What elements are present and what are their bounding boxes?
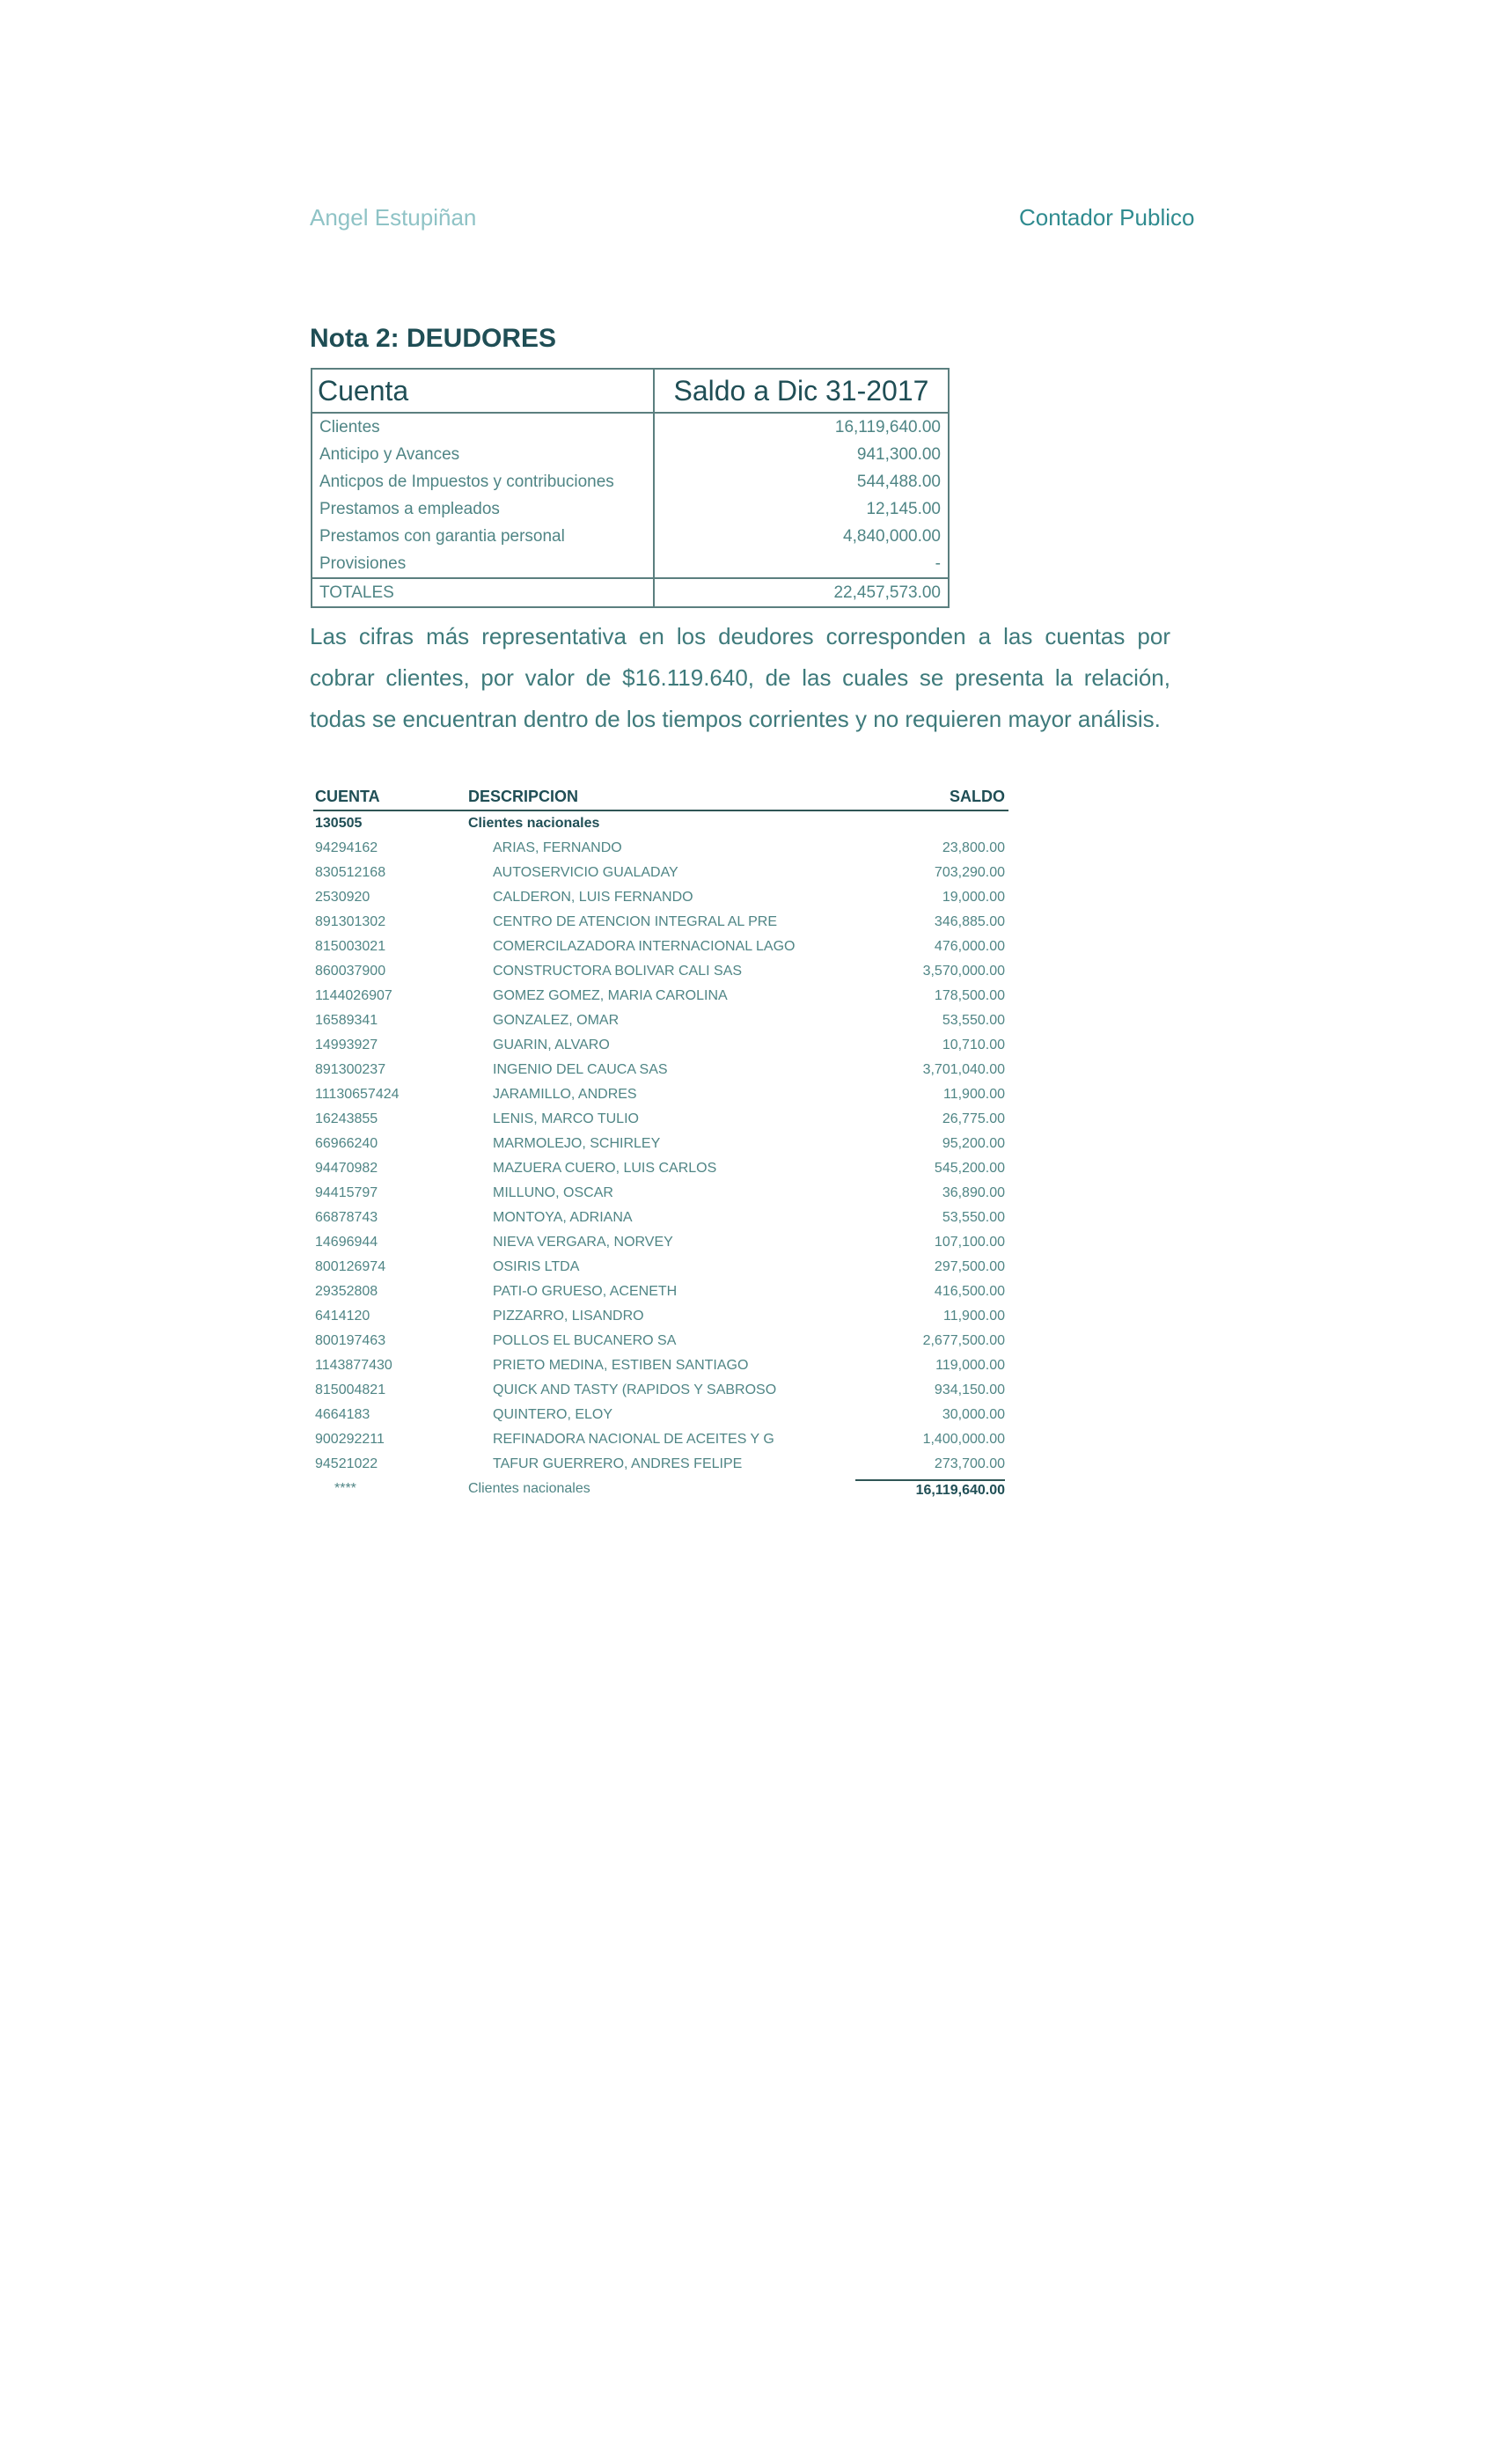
client-balance: 273,700.00	[934, 1456, 1005, 1471]
summary-row	[312, 523, 948, 550]
client-row	[313, 1156, 1008, 1181]
client-id: 66966240	[315, 1136, 378, 1151]
subtotal-value: 16,119,640.00	[855, 1479, 1005, 1499]
client-name: OSIRIS LTDA	[493, 1259, 580, 1274]
client-row	[313, 1181, 1008, 1206]
client-balance: 30,000.00	[942, 1407, 1005, 1422]
client-row	[313, 1058, 1008, 1082]
client-row	[313, 1008, 1008, 1033]
client-row	[313, 836, 1008, 861]
client-balance: 11,900.00	[943, 1309, 1005, 1324]
client-row	[313, 885, 1008, 910]
client-name: POLLOS EL BUCANERO SA	[493, 1333, 677, 1348]
summary-balance: -	[654, 550, 948, 578]
client-id: 815003021	[315, 939, 386, 954]
client-id: 66878743	[315, 1210, 378, 1225]
client-name: MONTOYA, ADRIANA	[493, 1210, 633, 1225]
client-row	[313, 1329, 1008, 1353]
client-name: MARMOLEJO, SCHIRLEY	[493, 1136, 661, 1151]
analysis-paragraph: Las cifras más representativa en los deudores corresponden a las cuentas por cobrar clientes, por valor de $16.119.640, de las cuales se presenta la relación, todas se encuentran dentro de los tiempos corrientes y no requieren mayor análisis.	[310, 623, 1170, 732]
summary-account: Anticpos de Impuestos y contribuciones	[319, 472, 614, 491]
client-balance: 107,100.00	[934, 1235, 1005, 1250]
client-row	[313, 1107, 1008, 1132]
client-id: 94521022	[315, 1456, 378, 1471]
summary-balance: 941,300.00	[654, 441, 948, 468]
detail-col-description: DESCRIPCION	[466, 788, 835, 810]
client-name: PRIETO MEDINA, ESTIBEN SANTIAGO	[493, 1358, 749, 1373]
client-name: CALDERON, LUIS FERNANDO	[493, 890, 693, 905]
client-row	[313, 1280, 1008, 1304]
client-id: 900292211	[315, 1432, 385, 1447]
detail-table	[313, 788, 1008, 1501]
client-name: MILLUNO, OSCAR	[493, 1185, 613, 1200]
client-balance: 3,570,000.00	[922, 964, 1005, 979]
client-row	[313, 1230, 1008, 1255]
client-name: COMERCILAZADORA INTERNACIONAL LAGO	[493, 939, 796, 954]
client-row	[313, 1132, 1008, 1156]
client-balance: 545,200.00	[934, 1161, 1005, 1176]
summary-col-balance: Saldo a Dic 31-2017	[654, 370, 948, 413]
client-id: 16589341	[315, 1013, 378, 1028]
client-name: PIZZARRO, LISANDRO	[493, 1309, 644, 1324]
group-code: 130505	[315, 816, 363, 831]
client-row	[313, 1304, 1008, 1329]
client-balance: 10,710.00	[942, 1038, 1005, 1052]
client-balance: 11,900.00	[943, 1087, 1005, 1102]
client-balance: 26,775.00	[942, 1111, 1005, 1126]
client-id: 891300237	[315, 1062, 386, 1077]
client-id: 14696944	[315, 1235, 378, 1250]
client-row	[313, 1033, 1008, 1058]
detail-header-row	[313, 788, 1008, 810]
detail-col-account: CUENTA	[313, 788, 466, 810]
summary-account: Clientes	[319, 417, 380, 436]
client-row	[313, 1403, 1008, 1427]
summary-table	[311, 368, 950, 608]
client-id: 891301302	[315, 914, 386, 929]
client-name: LENIS, MARCO TULIO	[493, 1111, 639, 1126]
client-id: 14993927	[315, 1038, 378, 1052]
summary-col-account: Cuenta	[312, 370, 654, 413]
client-balance: 1,400,000.00	[922, 1432, 1005, 1447]
client-balance: 178,500.00	[934, 988, 1005, 1003]
client-id: 830512168	[315, 865, 386, 880]
client-id: 16243855	[315, 1111, 378, 1126]
client-id: 800197463	[315, 1333, 386, 1348]
client-name: GUARIN, ALVARO	[493, 1038, 610, 1052]
client-name: ARIAS, FERNANDO	[493, 840, 622, 855]
client-row	[313, 1255, 1008, 1280]
summary-account: Prestamos a empleados	[319, 499, 500, 518]
client-balance: 53,550.00	[942, 1210, 1005, 1225]
client-balance: 934,150.00	[934, 1382, 1005, 1397]
client-id: 800126974	[315, 1259, 386, 1274]
client-balance: 703,290.00	[934, 865, 1005, 880]
client-row	[313, 1452, 1008, 1477]
client-row	[313, 984, 1008, 1008]
client-name: QUICK AND TASTY (RAPIDOS Y SABROSO	[493, 1382, 777, 1397]
summary-total-row	[312, 578, 948, 606]
client-name: JARAMILLO, ANDRES	[493, 1087, 637, 1102]
summary-row	[312, 550, 948, 578]
client-name: PATI-O GRUESO, ACENETH	[493, 1284, 678, 1299]
summary-balance: 4,840,000.00	[654, 523, 948, 550]
client-row	[313, 959, 1008, 984]
client-balance: 3,701,040.00	[922, 1062, 1005, 1077]
client-id: 6414120	[315, 1309, 370, 1324]
client-name: MAZUERA CUERO, LUIS CARLOS	[493, 1161, 717, 1176]
client-name: CENTRO DE ATENCION INTEGRAL AL PRE	[493, 914, 778, 929]
client-id: 11130657424	[315, 1087, 400, 1102]
summary-row	[312, 413, 948, 441]
client-balance: 2,677,500.00	[922, 1333, 1005, 1348]
summary-total-value: 22,457,573.00	[654, 578, 948, 606]
client-balance: 416,500.00	[934, 1284, 1005, 1299]
client-row	[313, 1206, 1008, 1230]
client-row	[313, 1353, 1008, 1378]
summary-total-label: TOTALES	[312, 578, 654, 606]
client-id: 94415797	[315, 1185, 378, 1200]
client-balance: 23,800.00	[942, 840, 1005, 855]
detail-group-row	[313, 810, 1008, 836]
summary-row	[312, 495, 948, 523]
summary-account: Anticipo y Avances	[319, 444, 460, 464]
client-balance: 297,500.00	[934, 1259, 1005, 1274]
client-id: 1143877430	[315, 1358, 392, 1373]
subtotal-marker: ****	[334, 1481, 356, 1496]
client-row	[313, 935, 1008, 959]
summary-header-row	[312, 370, 948, 413]
client-row	[313, 910, 1008, 935]
client-name: GONZALEZ, OMAR	[493, 1013, 620, 1028]
header-author: Angel Estupiñan	[310, 204, 477, 231]
note-title: Nota 2: DEUDORES	[310, 324, 557, 353]
detail-subtotal-row	[313, 1477, 1008, 1501]
client-balance: 53,550.00	[942, 1013, 1005, 1028]
group-name: Clientes nacionales	[468, 816, 600, 831]
client-name: QUINTERO, ELOY	[493, 1407, 613, 1422]
subtotal-label: Clientes nacionales	[468, 1481, 590, 1496]
summary-account: Prestamos con garantia personal	[319, 526, 565, 546]
client-name: REFINADORA NACIONAL DE ACEITES Y G	[493, 1432, 774, 1447]
client-balance: 119,000.00	[935, 1358, 1005, 1373]
client-name: CONSTRUCTORA BOLIVAR CALI SAS	[493, 964, 743, 979]
client-id: 2530920	[315, 890, 370, 905]
client-id: 94470982	[315, 1161, 378, 1176]
client-name: GOMEZ GOMEZ, MARIA CAROLINA	[493, 988, 728, 1003]
client-name: TAFUR GUERRERO, ANDRES FELIPE	[493, 1456, 743, 1471]
client-balance: 19,000.00	[942, 890, 1005, 905]
client-row	[313, 861, 1008, 885]
detail-col-balance: SALDO	[835, 788, 1008, 810]
client-name: AUTOSERVICIO GUALADAY	[493, 865, 678, 880]
client-balance: 346,885.00	[934, 914, 1005, 929]
summary-row	[312, 441, 948, 468]
summary-balance: 544,488.00	[654, 468, 948, 495]
client-id: 1144026907	[315, 988, 392, 1003]
client-name: INGENIO DEL CAUCA SAS	[493, 1062, 668, 1077]
summary-balance: 12,145.00	[654, 495, 948, 523]
summary-balance: 16,119,640.00	[654, 413, 948, 441]
client-row	[313, 1082, 1008, 1107]
client-balance: 36,890.00	[942, 1185, 1005, 1200]
summary-row	[312, 468, 948, 495]
client-id: 860037900	[315, 964, 386, 979]
client-row	[313, 1378, 1008, 1403]
client-id: 4664183	[315, 1407, 370, 1422]
header-role: Contador Publico	[1019, 204, 1195, 231]
summary-account: Provisiones	[319, 554, 407, 573]
client-row	[313, 1427, 1008, 1452]
client-id: 29352808	[315, 1284, 378, 1299]
client-id: 94294162	[315, 840, 378, 855]
client-balance: 476,000.00	[934, 939, 1005, 954]
client-id: 815004821	[315, 1382, 386, 1397]
client-balance: 95,200.00	[942, 1136, 1005, 1151]
client-name: NIEVA VERGARA, NORVEY	[493, 1235, 673, 1250]
